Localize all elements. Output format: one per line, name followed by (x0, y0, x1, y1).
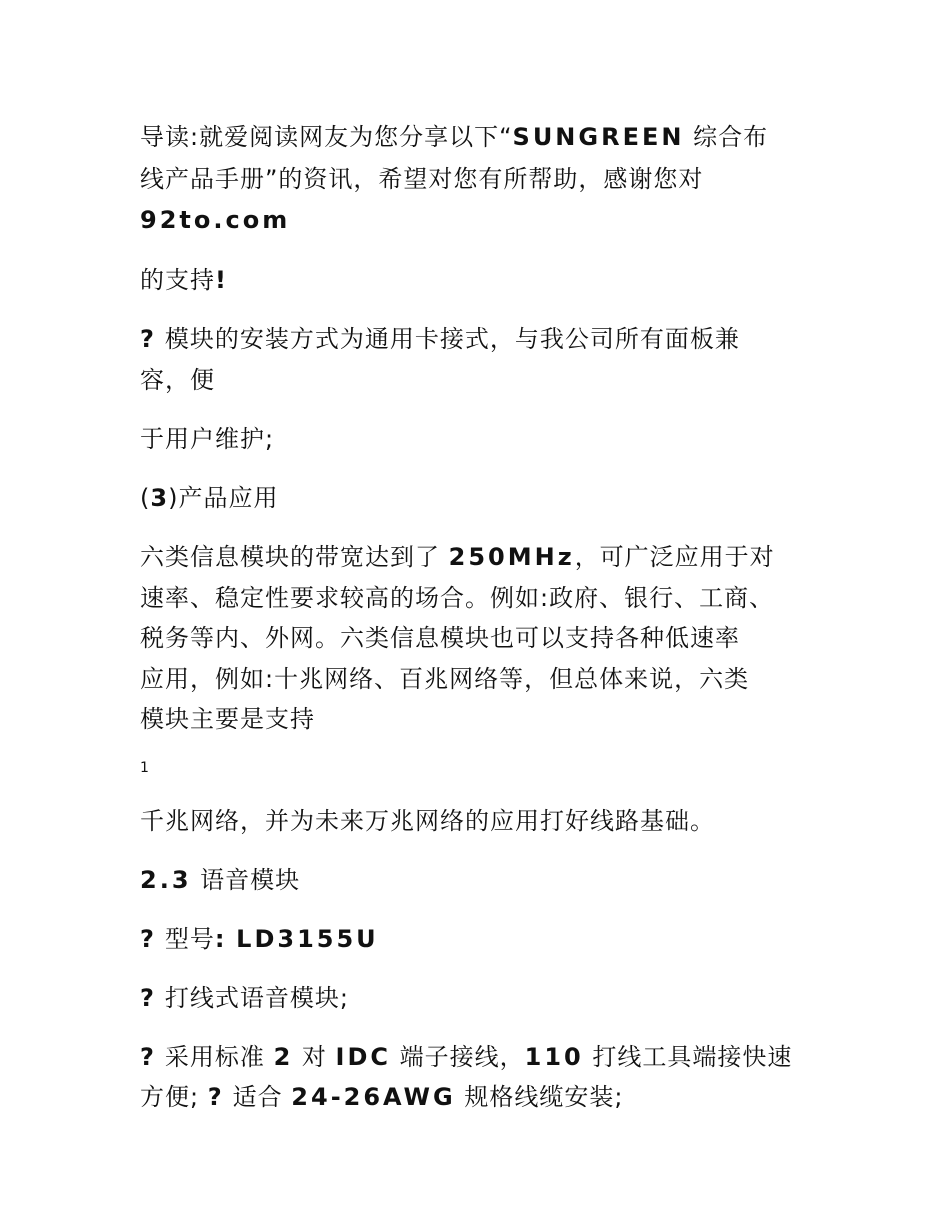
bullet-mark: ? (140, 984, 155, 1012)
module-line-2: 容，便 (140, 366, 215, 394)
brand-name: SUNGREEN (512, 123, 685, 151)
para-line-1: 六类信息模块的带宽达到了 250MHz，可广泛应用于对 (140, 543, 775, 571)
section-number: 2.3 (140, 866, 192, 894)
intro-text: 综合布 (693, 123, 769, 151)
para-line-4: 应用，例如:十兆网络、百兆网络等，但总体来说，六类 (140, 665, 750, 693)
bullet-mark: ? (207, 1083, 223, 1111)
bullet-fit-line: 方便; ? 适合 24-26AWG 规格线缆安装; (140, 1083, 624, 1111)
site-link[interactable]: 92to.com (140, 206, 291, 234)
module-line-1: ? 模块的安装方式为通用卡接式，与我公司所有面板兼 (140, 325, 740, 353)
intro-line-4: 的支持! (140, 266, 229, 294)
section-2-3-heading (140, 859, 300, 901)
bullet-mark: ? (140, 925, 155, 953)
module-line-3: 于用户维护; (140, 425, 275, 453)
para-line-2: 速率、稳定性要求较高的场合。例如:政府、银行、工商、 (140, 584, 775, 612)
page-number: 1 (140, 760, 149, 776)
bandwidth-value: 250MHz (448, 543, 575, 571)
bullet-mark: ? (140, 325, 155, 353)
bullet-punch: ? 打线式语音模块; (140, 984, 350, 1012)
section-title: 语音模块 (200, 866, 301, 894)
bullet-model: ? 型号: LD3155U (140, 925, 379, 953)
bullet-standard: ? 采用标准 2 对 IDC 端子接线，110 打线工具端接快速 (140, 1043, 793, 1071)
cable-gauge: 24-26AWG (291, 1083, 456, 1111)
section-3-heading: (3)产品应用 (140, 484, 279, 512)
model-number: LD3155U (236, 925, 379, 953)
para-line-3: 税务等内、外网。六类信息模块也可以支持各种低速率 (140, 624, 740, 652)
bullet-mark: ? (140, 1043, 155, 1071)
intro-line-1 (140, 116, 768, 158)
para2-line: 千兆网络，并为未来万兆网络的应用打好线路基础。 (140, 807, 715, 835)
intro-text: 导读:就爱阅读网友为您分享以下“ (140, 123, 513, 151)
para-line-5: 模块主要是支持 (140, 705, 315, 733)
intro-line-2: 线产品手册”的资讯，希望对您有所帮助，感谢您对 (140, 165, 704, 193)
